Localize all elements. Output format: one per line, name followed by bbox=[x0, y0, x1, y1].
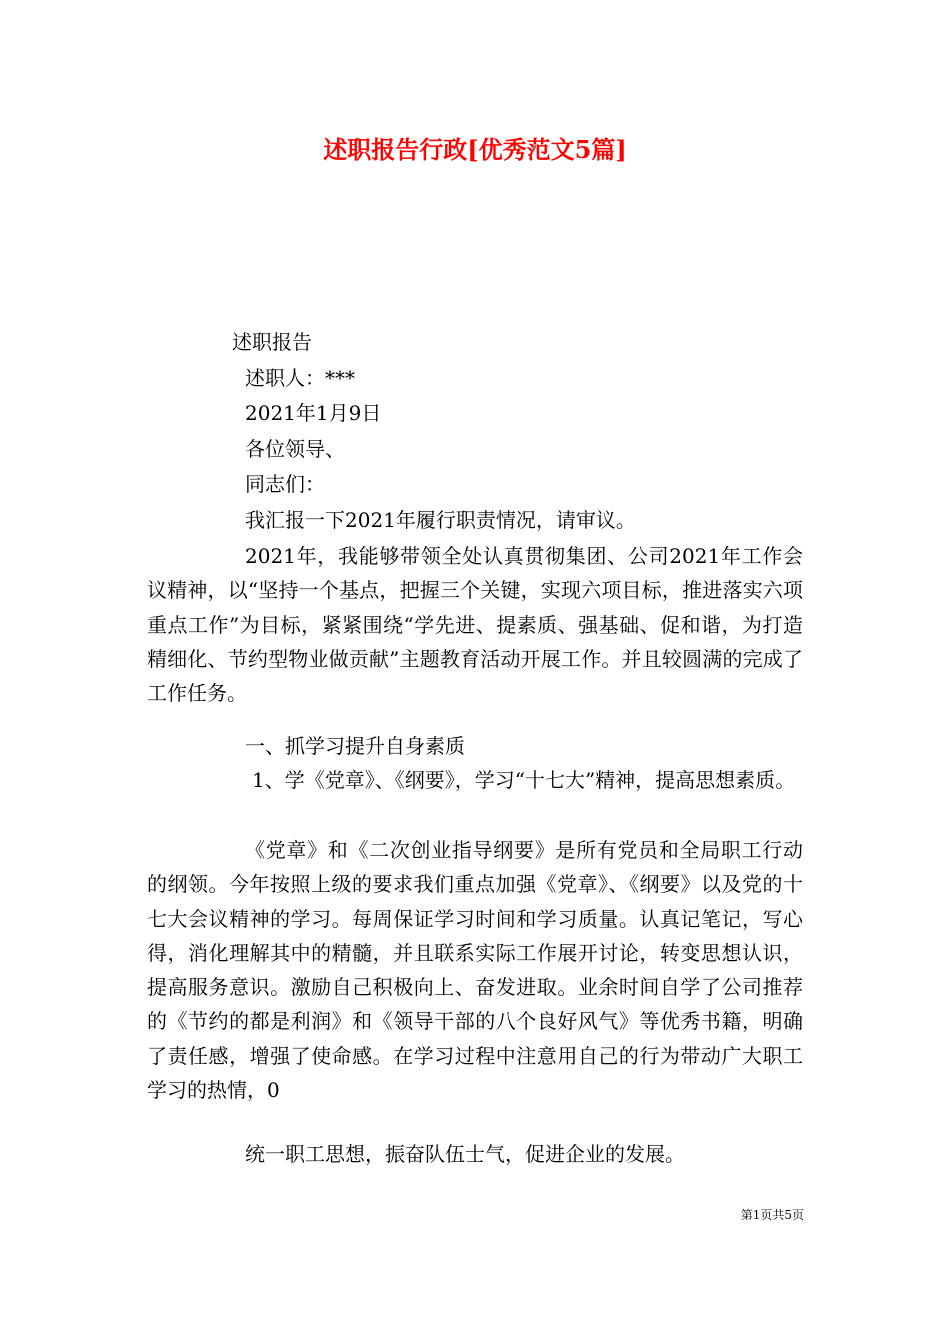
paragraph-study-details: 《党章》和《二次创业指导纲要》是所有党员和全局职工行动的纲领。今年按照上级的要求我们重点加强《党章》、《纲要》以及党的十七大会议精神的学习。每周保证学习时间和学习质量。认真记笔记，写心得，消化理解其中的精髓，并且联系实际工作展开讨论，转变思想认识，提高服务意识。激励自己积极向上、奋发进取。业余时间自学了公司推荐的《节约的都是利润》和《领导干部的八个良好风气》等优秀书籍，明确了责任感，增强了使命感。在学习过程中注意用自己的行为带动广大职工学习的热情，0 bbox=[147, 838, 803, 1103]
salutation-leaders: 各位领导、 bbox=[245, 437, 345, 461]
date-line: 2021年1月9日 bbox=[245, 401, 382, 425]
paragraph-unify-thought: 统一职工思想，振奋队伍士气，促进企业的发展。 bbox=[245, 1142, 685, 1166]
report-heading: 述职报告 bbox=[232, 330, 312, 354]
intro-line: 我汇报一下2021年履行职责情况，请审议。 bbox=[245, 508, 636, 532]
reporter-line: 述职人：*** bbox=[245, 366, 355, 390]
document-title: 述职报告行政[优秀范文5篇] bbox=[323, 135, 627, 164]
paragraph-annual-work: 2021年，我能够带领全处认真贯彻集团、公司2021年工作会议精神，以“坚持一个基点，把握三个关键，实现六项目标，推进落实六项重点工作”为目标，紧紧围绕“学先进、提素质、强基础、促和谐，为打造精细化、节约型物业做贡献”主题教育活动开展工作。并且较圆满的完成了工作任务。 bbox=[147, 544, 803, 706]
page-footer: 第1页共5页 bbox=[740, 1208, 804, 1222]
item-study-party-constitution: 1、学《党章》、《纲要》，学习“十七大”精神，提高思想素质。 bbox=[252, 768, 796, 792]
salutation-comrades: 同志们： bbox=[245, 472, 325, 496]
section-heading-study: 一、抓学习提升自身素质 bbox=[245, 734, 465, 758]
